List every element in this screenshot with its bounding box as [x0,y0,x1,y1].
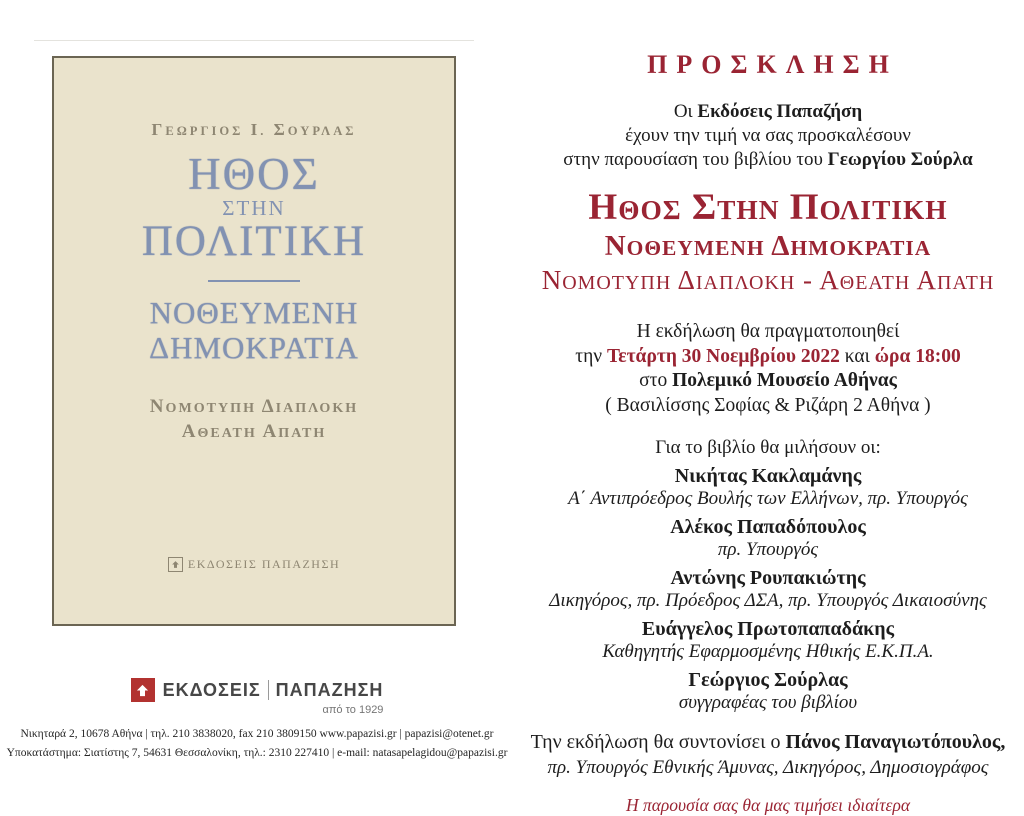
publisher-name-right: ΠΑΠΑΖΗΣΗ [275,679,384,700]
invite-title-main: ΗΘΟΣ ΣΤΗΝ ΠΟΛΙΤΙΚΗ [588,187,948,228]
speaker-role: Α΄ Αντιπρόεδρος Βουλής των Ελλήνων, πρ. Υπουργός [568,488,968,509]
publisher-address-thessaloniki: Υποκατάστημα: Σιατίστης 7, 54631 Θεσσαλονίκη, τηλ.: 2310 227410 | e-mail: natasapelagidou@papazisi.gr [6,747,508,759]
book-tagline-line1: ΝΟΜΟΤΥΠΗ ΔΙΑΠΛΟΚΗ [149,396,359,417]
invitation-panel [512,0,1024,815]
cover-publisher-line [54,557,454,572]
publisher-address-athens: Νικηταρά 2, 10678 Αθήνα | τηλ. 210 3838020, fax 210 3809150 www.papazisi.gr | papazisi@otenet.gr [20,728,494,740]
event-venue: στο Πολεμικό Μουσείο Αθήνας [639,370,897,391]
cover-divider-line [208,280,300,282]
speaker-name: Ευάγγελος Πρωτοπαπαδάκης [641,618,895,640]
speaker-item [512,465,1024,510]
event-details [512,320,1024,418]
speaker-item [512,669,1024,714]
book-title-line2: ΣΤΗΝ [222,196,286,220]
speaker-name: Γεώργιος Σούρλας [688,669,848,691]
cover-publisher-name: ΕΚΔΟΣΕΙΣ ΠΑΠΑΖΗΣΗ [187,557,341,571]
speaker-role: Καθηγητής Εφαρμοσμένης Ηθικής Ε.Κ.Π.Α. [602,641,934,662]
book-title-line1: ΗΘΟΣ [188,149,320,199]
intro-line: έχουν την τιμή να σας προσκαλέσουν [625,125,911,146]
speakers-intro: Για το βιβλίο θα μιλήσουν οι: [655,437,881,458]
event-address: ( Βασιλίσσης Σοφίας & Ριζάρη 2 Αθήνα ) [605,394,931,416]
book-title-block [512,189,1024,298]
moderator-block [512,730,1024,780]
invitation-heading: ΠΡΟΣΚΛΗΣΗ [647,50,898,79]
speakers-list [512,465,1024,714]
publisher-arrow-icon [131,678,155,702]
intro-line: στην παρουσίαση του βιβλίου του Γεωργίου Σούρλα [563,149,973,170]
moderator-line: Την εκδήλωση θα συντονίσει ο Πάνος Παναγιωτόπουλος, [530,731,1006,753]
speaker-name: Αντώνης Ρουπακιώτης [670,567,866,589]
invite-title-sub: ΝΟΘΕΥΜΕΝΗ ΔΗΜΟΚΡΑΤΙΑ [604,230,932,262]
invite-title-tagline: ΝΟΜΟΤΥΠΗ ΔΙΑΠΛΟΚΗ - ΑΘΕΑΤΗ ΑΠΑΤΗ [541,265,995,295]
publisher-arrow-icon [168,557,183,572]
book-cover [52,56,456,626]
closing-line: Η παρουσία σας θα μας τιμήσει ιδιαίτερα [625,795,911,815]
speaker-role: πρ. Υπουργός [717,539,819,560]
publisher-logo [131,678,384,702]
moderator-role: πρ. Υπουργός Εθνικής Άμυνας, Δικηγόρος, Δημοσιογράφος [547,757,989,778]
publisher-name-left: ΕΚΔΟΣΕΙΣ [162,679,261,700]
event-line: Η εκδήλωση θα πραγματοποιηθεί [636,321,900,342]
scan-edge-line [34,40,474,41]
intro-line: Οι Εκδόσεις Παπαζήση [673,101,863,122]
book-subtitle-line1: ΝΟΘΕΥΜΕΝΗ [149,295,359,330]
book-subtitle-line2: ΔΗΜΟΚΡΑΤΙΑ [149,330,359,365]
book-author: ΓΕΩΡΓΙΟΣ Ι. ΣΟΥΡΛΑΣ [151,120,357,139]
invitation-intro [512,100,1024,172]
logo-separator [268,680,269,700]
publisher-footer [0,678,514,763]
publisher-since: από το 1929 [322,704,384,716]
speaker-item [512,567,1024,612]
speaker-role: συγγραφέας του βιβλίου [678,692,858,713]
speaker-role: Δικηγόρος, πρ. Πρόεδρος ΔΣΑ, πρ. Υπουργός Δικαιοσύνης [549,590,987,611]
event-datetime: την Τετάρτη 30 Νοεμβρίου 2022 και ώρα 18:00 [575,345,961,367]
book-tagline-line2: ΑΘΕΑΤΗ ΑΠΑΤΗ [181,421,327,442]
speaker-item [512,618,1024,663]
speaker-item [512,516,1024,561]
speaker-name: Αλέκος Παπαδόπουλος [670,516,866,538]
book-title-line3: ΠΟΛΙΤΙΚΗ [141,218,367,265]
speaker-name: Νικήτας Κακλαμάνης [674,465,862,487]
